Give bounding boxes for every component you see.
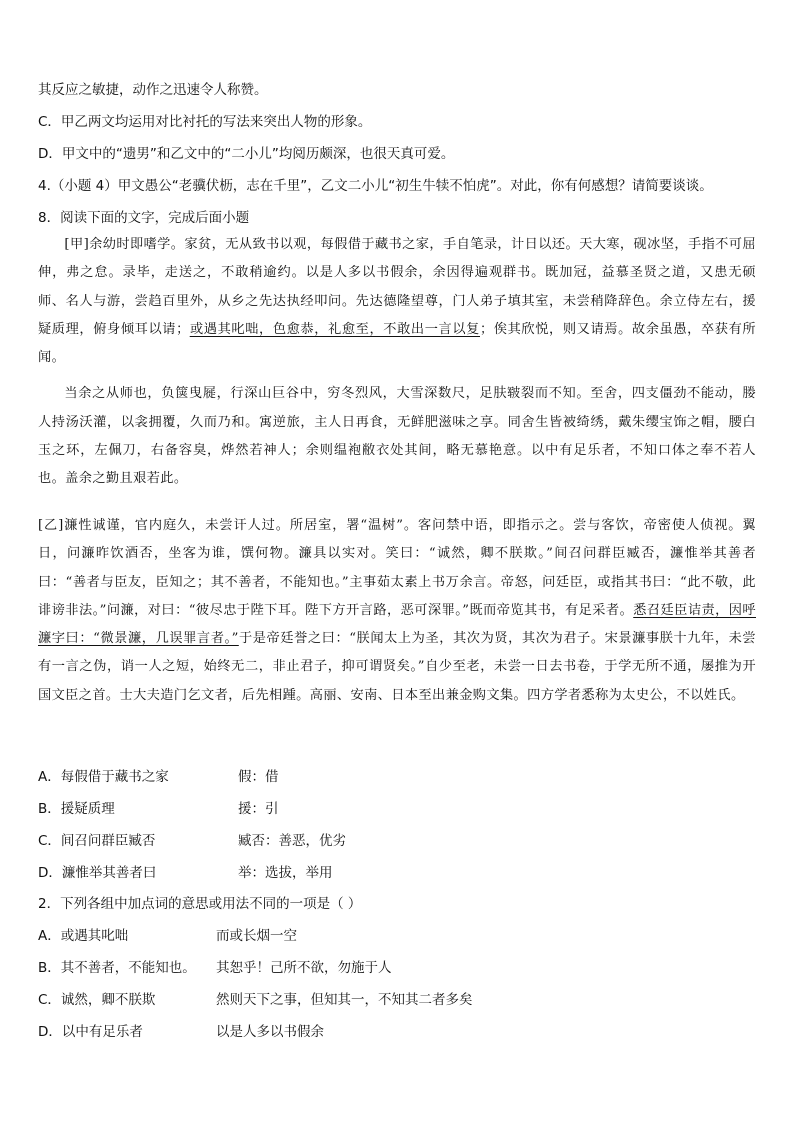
- q1-option-b: B．援疑质理: [38, 801, 115, 817]
- q1-option-c-gloss: 臧否：善恶，优劣: [238, 833, 346, 849]
- question-4: 4.（小题 4）甲文愚公“老骥伏枥，志在千里”，乙文二小儿“初生牛犊不怕虎”。对此，你有何感想？请简要谈谈。: [38, 178, 713, 194]
- underlined-sentence: 或遇其叱咄，色愈恭，礼愈至，不敢出一言以复: [189, 321, 480, 337]
- q1-option-a-gloss: 假：借: [238, 769, 279, 785]
- passage-yi: [38, 512, 756, 710]
- q2-option-b-pair: 其恕乎！己所不欲，勿施于人: [216, 960, 392, 976]
- text-line: 其反应之敏捷，动作之迅速令人称赞。: [38, 82, 268, 98]
- q1-option-b-gloss: 援：引: [238, 801, 279, 817]
- section-8-heading: 8．阅读下面的文字，完成后面小题: [38, 210, 250, 226]
- q1-option-c: C．间召问群臣臧否: [38, 833, 156, 849]
- q2-option-a: A．或遇其叱咄: [38, 928, 129, 944]
- q2-option-b: B．其不善者，不能知也。: [38, 960, 196, 976]
- option-c-line: C．甲乙两文均运用对比衬托的写法来突出人物的形象。: [38, 114, 372, 130]
- passage-jia: [38, 231, 756, 494]
- q2-stem: 2．下列各组中加点词的意思或用法不同的一项是（ ）: [38, 896, 362, 912]
- q1-option-d: D．濂惟举其善者曰: [38, 865, 157, 881]
- passage-jia-paragraph-2: 当余之从师也，负箧曳屣，行深山巨谷中，穷冬烈风，大雪深数尺，足肤皲裂而不知。至舍，四支僵劲不能动，媵人持汤沃灌，以衾拥覆，久而乃和。寓逆旅，主人日再食，无鲜肥滋味之享。同舍生皆被绮绣，戴朱缨宝饰之帽，腰白玉之环，左佩刀，右备容臭，烨然若神人；余则缊袍敝衣处其间，略无慕艳意。以中有足乐者，不知口体之奉不若人也。盖余之勤且艰若此。: [38, 386, 756, 487]
- q2-option-c-pair: 然则天下之事，但知其一，不知其二者多矣: [216, 992, 473, 1008]
- option-d-line: D．甲文中的“遗男”和乙文中的“二小儿”均阅历颇深，也很天真可爱。: [38, 146, 455, 162]
- q1-option-d-gloss: 举：选拔，举用: [238, 865, 333, 881]
- passage-yi-paragraph: [乙]濂性诚谨，官内庭久，未尝讦人过。所居室，署“温树”。客问禁中语，即指示之。尝与客饮，帝密使人侦视。翼日，问濂昨饮酒否，坐客为谁，馔何物。濂具以实对。笑曰：“诚然，卿不朕欺。”间召问群臣臧否，濂惟举其善者曰：“善者与臣友，臣知之；其不善者，不能知也。”主事茹太素上书万余言。帝怒，问廷臣，或指其书曰：“此不敬，此诽谤非法。”问濂，对曰：“彼尽忠于陛下耳。陛下方开言路，恶可深罪。”既而帝览其书，有足采者。悉召廷臣诘责，因呼濂字曰：“微景濂，几误罪言者。”于是帝廷誉之曰：“朕闻太上为圣，其次为贤，其次为君子。宋景濂事朕十九年，未尝有一言之伪，诮一人之短，始终无二，非止君子，抑可谓贤矣。”自少至老，未尝一日去书卷，于学无所不通，屡推为开国文臣之首。士大夫造门乞文者，后先相踵。高丽、安南、日本至出兼金购文集。四方学者悉称为太史公，不以姓氏。: [38, 518, 756, 703]
- underlined-sentence: 悉召廷臣诘责，因呼濂字曰：“微景濂，几误罪言者。”: [38, 602, 756, 647]
- q2-option-a-pair: 而或长烟一空: [216, 928, 297, 944]
- q2-option-d: D．以中有足乐者: [38, 1024, 143, 1040]
- q2-option-d-pair: 以是人多以书假余: [216, 1024, 324, 1040]
- q2-option-c: C．诚然，卿不朕欺: [38, 992, 156, 1008]
- passage-jia-paragraph-1: [甲]余幼时即嗜学。家贫，无从致书以观，每假借于藏书之家，手自笔录，计日以还。天大寒，砚冰坚，手指不可屈伸，弗之怠。录毕，走送之，不敢稍逾约。以是人多以书假余，余因得遍观群书。既加冠，益慕圣贤之道，又患无硕师、名人与游，尝趋百里外，从乡之先达执经叩问。先达德隆望尊，门人弟子填其室，未尝稍降辞色。余立侍左右，援疑质理，俯身倾耳以请；或遇其叱咄，色愈恭，礼愈至，不敢出一言以复；俟其欣悦，则又请焉。故余虽愚，卒获有所闻。: [38, 237, 757, 366]
- q1-option-a: A．每假借于藏书之家: [38, 769, 169, 785]
